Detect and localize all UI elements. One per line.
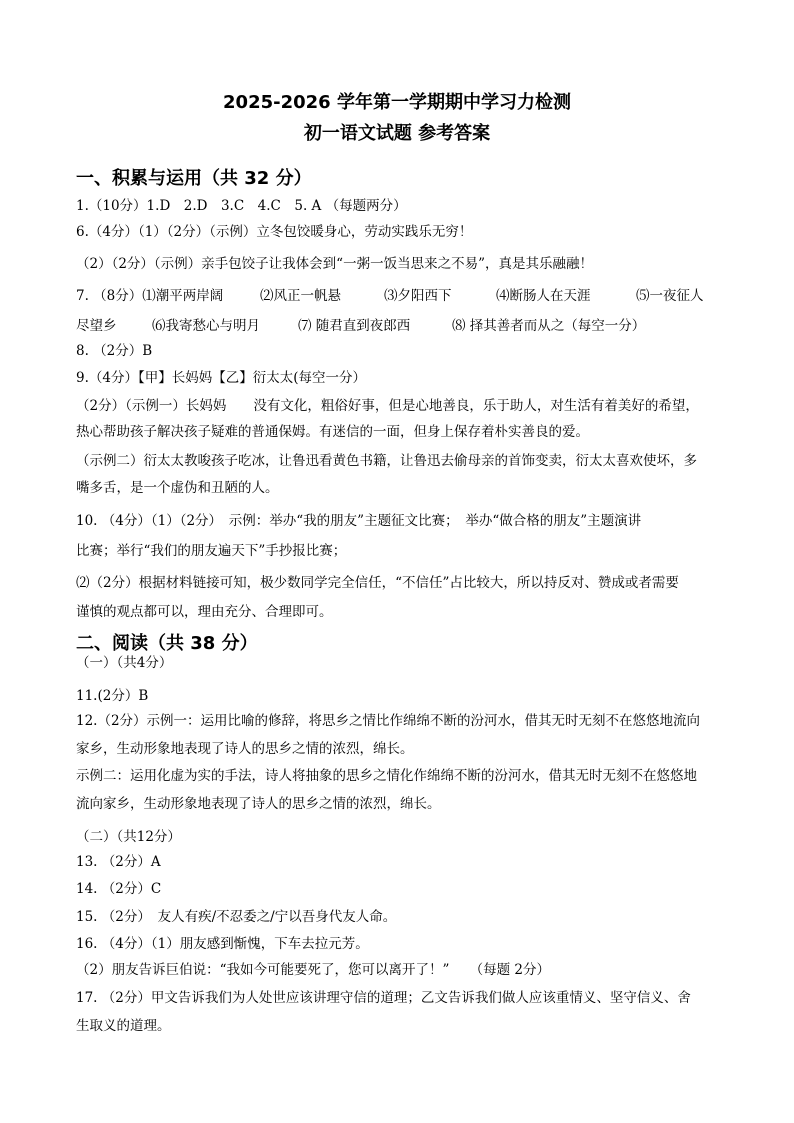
q7-row-2 bbox=[76, 316, 645, 336]
answer-line: 15. （2分） 友人有疾/不忍委之/宁以吾身代友人命。 bbox=[76, 909, 397, 925]
q7-item: ⑷断肠人在天涯 bbox=[496, 288, 591, 304]
answer-line: 谨慎的观点都可以，理由充分、合理即可。 bbox=[76, 604, 333, 620]
q7-item: ⑹我寄愁心与明月 bbox=[152, 318, 260, 334]
answer-line: 家乡，生动形象地表现了诗人的思乡之情的浓烈，绵长。 bbox=[76, 741, 414, 757]
answer-line: 生取义的道理。 bbox=[76, 1018, 171, 1034]
answer-line: 12.（2分）示例一：运用比喻的修辞，将思乡之情比作绵绵不断的汾河水，借其无时无刻不在悠悠地流向 bbox=[76, 713, 701, 729]
answer-line: （示例二）衍太太教唆孩子吃冰，让鲁迅看黄色书籍，让鲁迅去偷母亲的首饰变卖，衍太太喜欢使坏，多 bbox=[76, 453, 697, 469]
section-heading-2: 二、阅读（共 38 分） bbox=[76, 633, 258, 654]
q7-item: ⑵风正一帆悬 bbox=[260, 288, 341, 304]
answer-line: 比赛；举行“我们的朋友遍天下”手抄报比赛； bbox=[76, 543, 347, 559]
q7-item: 7. （8分）⑴潮平两岸阔 bbox=[76, 288, 224, 304]
document-subtitle: 初一语文试题 参考答案 bbox=[303, 123, 491, 144]
answer-line: 嘴多舌，是一个虚伪和丑陋的人。 bbox=[76, 480, 279, 496]
answer-line: （二）（共12分） bbox=[76, 829, 181, 845]
section-heading-1: 一、积累与运用（共 32 分） bbox=[76, 168, 312, 189]
answer-line: 流向家乡，生动形象地表现了诗人的思乡之情的浓烈，绵长。 bbox=[76, 796, 441, 812]
q7-item: ⑸一夜征人 bbox=[636, 288, 704, 304]
q7-item: 尽望乡 bbox=[76, 318, 117, 334]
answer-line: 热心帮助孩子解决孩子疑难的普通保姆。有迷信的一面，但身上保存着朴实善良的爱。 bbox=[76, 424, 589, 440]
answer-line: 17. （2分）甲文告诉我们为人处世应该讲理守信的道理；乙文告诉我们做人应该重情义、坚守信义、舍 bbox=[76, 990, 691, 1006]
answer-line: 16. （4分）（1）朋友感到惭愧，下车去拉元芳。 bbox=[76, 936, 369, 952]
answer-line: 11.(2分）B bbox=[76, 688, 149, 704]
q7-item: ⑶夕阳西下 bbox=[384, 288, 452, 304]
document-title: 2025-2026 学年第一学期期中学习力检测 bbox=[223, 92, 571, 113]
answer-line: （2分）（示例一）长妈妈 没有文化，粗俗好事，但是心地善良，乐于助人，对生活有着美好的希望， bbox=[76, 398, 699, 414]
answer-line: 9.（4分）【甲】长妈妈【乙】衍太太(每空一分） bbox=[76, 370, 366, 386]
answer-line: （2）（2分）（示例）亲手包饺子让我体会到“一粥一饭当思来之不易”，真是其乐融融！ bbox=[76, 256, 593, 272]
answer-line: 6.（4分）（1）（2分）（示例）立冬包饺暖身心，劳动实践乐无穷！ bbox=[76, 224, 473, 240]
answer-line: （2）朋友告诉巨伯说：“我如今可能要死了，您可以离开了！” （每题 2分） bbox=[76, 962, 551, 978]
answer-line: 1.（10分）1.D 2.D 3.C 4.C 5. A （每题两分） bbox=[76, 198, 407, 214]
answer-line: 示例二：运用化虚为实的手法，诗人将抽象的思乡之情化作绵绵不断的汾河水，借其无时无刻不在悠悠地 bbox=[76, 768, 697, 784]
answer-line: 14. （2分）C bbox=[76, 881, 162, 897]
answer-line: ⑵（2分）根据材料链接可知，极少数同学完全信任，“不信任”占比较大，所以持反对、赞成或者需要 bbox=[76, 575, 679, 591]
answer-line: 10. （4分）（1）（2分） 示例：举办“我的朋友”主题征文比赛； 举办“做合格的朋友”主题演讲 bbox=[76, 513, 642, 529]
q7-item: ⑻ 择其善者而从之（每空一分） bbox=[452, 318, 646, 334]
answer-line: 8. （2分）B bbox=[76, 343, 153, 359]
q7-row-1 bbox=[76, 286, 704, 306]
answer-line: （一）（共4分） bbox=[76, 655, 173, 671]
q7-item: ⑺ 随君直到夜郎西 bbox=[298, 318, 411, 334]
answer-line: 13. （2分）A bbox=[76, 854, 161, 870]
